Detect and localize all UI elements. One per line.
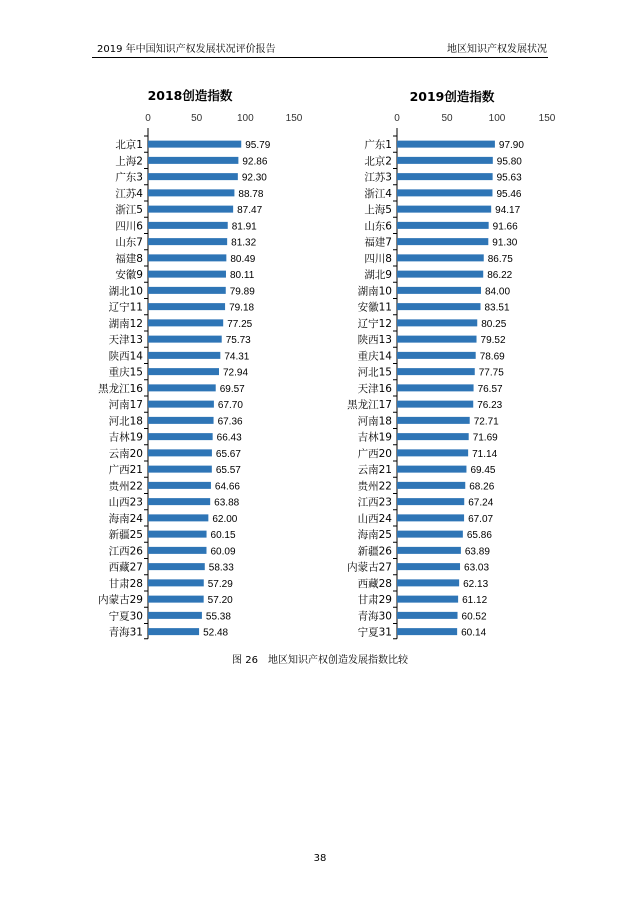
value-label: 60.14 bbox=[461, 627, 487, 639]
value-label: 57.29 bbox=[207, 578, 233, 590]
bar bbox=[148, 303, 225, 310]
bar bbox=[148, 352, 220, 359]
bar bbox=[397, 449, 468, 456]
x-tick-label: 150 bbox=[538, 113, 556, 124]
value-label: 60.09 bbox=[210, 546, 236, 558]
value-label: 86.22 bbox=[487, 270, 513, 282]
x-tick-label: 0 bbox=[394, 113, 400, 124]
bar bbox=[397, 579, 459, 586]
value-label: 68.26 bbox=[469, 481, 495, 493]
chart-title: 2019创造指数 bbox=[409, 89, 495, 104]
bar bbox=[148, 271, 226, 278]
value-label: 64.66 bbox=[214, 481, 240, 493]
value-label: 62.00 bbox=[212, 513, 238, 525]
bar bbox=[397, 238, 488, 245]
category-label: 新疆26 bbox=[357, 545, 392, 558]
category-label: 河南17 bbox=[108, 399, 143, 412]
category-label: 福建8 bbox=[115, 252, 143, 265]
category-label: 上海2 bbox=[115, 155, 143, 168]
category-label: 新疆25 bbox=[108, 529, 143, 542]
value-label: 79.89 bbox=[229, 286, 255, 298]
bar bbox=[148, 482, 211, 489]
category-label: 安徽9 bbox=[115, 269, 143, 282]
bar bbox=[397, 417, 470, 424]
category-label: 天津16 bbox=[357, 382, 392, 395]
bar bbox=[397, 401, 473, 408]
bar bbox=[148, 417, 214, 424]
value-label: 69.45 bbox=[470, 465, 496, 477]
category-label: 山东7 bbox=[115, 236, 143, 249]
category-label: 四川6 bbox=[115, 220, 143, 233]
bar bbox=[397, 336, 477, 343]
bar bbox=[148, 466, 212, 473]
category-label: 陕西13 bbox=[357, 334, 392, 347]
bar bbox=[397, 466, 466, 473]
category-label: 西藏28 bbox=[357, 577, 392, 590]
bar bbox=[397, 173, 493, 180]
bar bbox=[397, 531, 463, 538]
bar bbox=[397, 352, 476, 359]
category-label: 上海5 bbox=[364, 204, 392, 217]
value-label: 76.57 bbox=[477, 383, 503, 395]
bar bbox=[397, 514, 464, 521]
value-label: 86.75 bbox=[487, 253, 513, 265]
category-label: 陕西14 bbox=[108, 350, 143, 363]
category-label: 湖南10 bbox=[357, 285, 392, 298]
value-label: 75.73 bbox=[225, 335, 251, 347]
bar bbox=[148, 157, 238, 164]
category-label: 湖北9 bbox=[364, 269, 392, 282]
category-label: 广东3 bbox=[115, 171, 143, 184]
bar bbox=[148, 449, 212, 456]
category-label: 贵州22 bbox=[108, 480, 143, 493]
bar bbox=[148, 596, 204, 603]
bar bbox=[148, 141, 241, 148]
bar bbox=[397, 206, 491, 213]
category-label: 北京1 bbox=[115, 139, 143, 152]
bar bbox=[148, 563, 205, 570]
x-tick-label: 100 bbox=[488, 113, 506, 124]
bar bbox=[148, 384, 216, 391]
category-label: 吉林19 bbox=[108, 431, 143, 444]
value-label: 63.88 bbox=[214, 497, 240, 509]
value-label: 79.18 bbox=[229, 302, 255, 314]
category-label: 四川8 bbox=[364, 252, 392, 265]
value-label: 58.33 bbox=[208, 562, 234, 574]
bar bbox=[148, 531, 207, 538]
value-label: 76.23 bbox=[477, 400, 503, 412]
value-label: 67.70 bbox=[217, 400, 243, 412]
value-label: 67.07 bbox=[468, 513, 494, 525]
bar bbox=[148, 514, 208, 521]
value-label: 71.14 bbox=[472, 448, 498, 460]
category-label: 安徽11 bbox=[357, 301, 392, 314]
category-label: 云南21 bbox=[357, 464, 392, 477]
value-label: 83.51 bbox=[484, 302, 510, 314]
x-tick-label: 50 bbox=[441, 113, 453, 124]
bar bbox=[148, 628, 199, 635]
value-label: 55.38 bbox=[205, 611, 231, 623]
bar bbox=[148, 579, 204, 586]
category-label: 广西21 bbox=[108, 464, 143, 477]
category-label: 内蒙古29 bbox=[98, 594, 143, 607]
bar bbox=[397, 612, 458, 619]
bar bbox=[148, 612, 202, 619]
x-tick-label: 0 bbox=[145, 113, 151, 124]
bar bbox=[397, 596, 458, 603]
bar bbox=[148, 319, 223, 326]
bar bbox=[148, 173, 238, 180]
value-label: 63.03 bbox=[464, 562, 490, 574]
value-label: 57.20 bbox=[207, 595, 233, 607]
bar bbox=[148, 433, 213, 440]
value-label: 87.47 bbox=[237, 205, 263, 217]
value-label: 79.52 bbox=[480, 335, 506, 347]
bar bbox=[148, 206, 233, 213]
value-label: 77.75 bbox=[478, 367, 504, 379]
category-label: 宁夏31 bbox=[357, 626, 392, 639]
value-label: 60.52 bbox=[461, 611, 487, 623]
bar bbox=[397, 141, 495, 148]
bar bbox=[397, 303, 481, 310]
bar bbox=[397, 482, 465, 489]
value-label: 72.71 bbox=[473, 416, 499, 428]
bar bbox=[148, 254, 226, 261]
value-label: 81.32 bbox=[231, 237, 257, 249]
category-label: 甘肃29 bbox=[357, 594, 392, 607]
value-label: 97.90 bbox=[498, 140, 524, 152]
page-number: 38 bbox=[313, 853, 327, 864]
value-label: 84.00 bbox=[485, 286, 511, 298]
value-label: 95.46 bbox=[496, 188, 522, 200]
category-label: 辽宁11 bbox=[108, 301, 143, 314]
bar bbox=[148, 336, 222, 343]
bar bbox=[397, 254, 484, 261]
value-label: 63.89 bbox=[464, 546, 490, 558]
category-label: 河南18 bbox=[357, 415, 392, 428]
category-label: 浙江5 bbox=[115, 204, 143, 217]
value-label: 67.36 bbox=[217, 416, 243, 428]
value-label: 72.94 bbox=[222, 367, 249, 379]
value-label: 74.31 bbox=[224, 351, 250, 363]
bar bbox=[397, 547, 461, 554]
category-label: 河北15 bbox=[357, 366, 392, 379]
bar bbox=[397, 157, 493, 164]
bar bbox=[397, 319, 477, 326]
category-label: 吉林19 bbox=[357, 431, 392, 444]
figure-caption: 图 26 地区知识产权创造发展指数比较 bbox=[232, 655, 408, 666]
value-label: 95.80 bbox=[496, 156, 522, 168]
category-label: 青海30 bbox=[357, 610, 392, 623]
bar bbox=[397, 271, 483, 278]
category-label: 广西20 bbox=[357, 447, 392, 460]
bar bbox=[397, 384, 474, 391]
value-label: 95.79 bbox=[245, 140, 271, 152]
bar bbox=[148, 287, 226, 294]
bar bbox=[397, 222, 489, 229]
category-label: 山西23 bbox=[108, 496, 143, 509]
report-header-title: 2019 年中国知识产权发展状况评价报告 bbox=[97, 44, 276, 55]
category-label: 云南20 bbox=[108, 447, 143, 460]
value-label: 81.91 bbox=[231, 221, 257, 233]
value-label: 66.43 bbox=[216, 432, 242, 444]
value-label: 60.15 bbox=[210, 530, 236, 542]
bar bbox=[148, 498, 210, 505]
value-label: 78.69 bbox=[479, 351, 505, 363]
bar bbox=[148, 189, 234, 196]
value-label: 65.57 bbox=[215, 465, 241, 477]
bar bbox=[148, 368, 219, 375]
value-label: 92.86 bbox=[242, 156, 268, 168]
value-label: 92.30 bbox=[241, 172, 267, 184]
section-header-title: 地区知识产权发展状况 bbox=[447, 44, 547, 55]
value-label: 69.57 bbox=[219, 383, 245, 395]
category-label: 山西24 bbox=[357, 512, 392, 525]
value-label: 95.63 bbox=[496, 172, 522, 184]
value-label: 52.48 bbox=[203, 627, 229, 639]
category-label: 湖北10 bbox=[108, 285, 143, 298]
category-label: 辽宁12 bbox=[357, 317, 392, 330]
category-label: 贵州22 bbox=[357, 480, 392, 493]
value-label: 91.30 bbox=[492, 237, 518, 249]
bar bbox=[148, 401, 214, 408]
category-label: 海南25 bbox=[357, 529, 392, 542]
bar bbox=[397, 287, 481, 294]
value-label: 80.11 bbox=[229, 270, 255, 282]
category-label: 内蒙古27 bbox=[347, 561, 392, 574]
category-label: 重庆14 bbox=[357, 350, 392, 363]
bar bbox=[148, 238, 227, 245]
value-label: 80.49 bbox=[230, 253, 256, 265]
x-tick-label: 100 bbox=[236, 113, 254, 124]
value-label: 65.86 bbox=[466, 530, 492, 542]
category-label: 江西26 bbox=[108, 545, 143, 558]
value-label: 94.17 bbox=[495, 205, 521, 217]
category-label: 北京2 bbox=[364, 155, 392, 168]
value-label: 61.12 bbox=[462, 595, 488, 607]
value-label: 77.25 bbox=[227, 318, 253, 330]
value-label: 71.69 bbox=[472, 432, 498, 444]
category-label: 广东1 bbox=[364, 139, 392, 152]
category-label: 江西23 bbox=[357, 496, 392, 509]
value-label: 62.13 bbox=[463, 578, 489, 590]
category-label: 重庆15 bbox=[108, 366, 143, 379]
bar bbox=[397, 433, 469, 440]
category-label: 甘肃28 bbox=[108, 577, 143, 590]
category-label: 青海31 bbox=[108, 626, 143, 639]
x-tick-label: 150 bbox=[285, 113, 303, 124]
value-label: 65.67 bbox=[215, 448, 241, 460]
x-tick-label: 50 bbox=[191, 113, 203, 124]
bar bbox=[148, 547, 206, 554]
bar bbox=[397, 189, 492, 196]
category-label: 河北18 bbox=[108, 415, 143, 428]
category-label: 山东6 bbox=[364, 220, 392, 233]
category-label: 黑龙江16 bbox=[98, 382, 143, 395]
value-label: 67.24 bbox=[468, 497, 494, 509]
bar bbox=[148, 222, 228, 229]
bar bbox=[397, 563, 460, 570]
category-label: 湖南12 bbox=[108, 317, 143, 330]
chart-title: 2018创造指数 bbox=[147, 88, 233, 103]
category-label: 西藏27 bbox=[108, 561, 143, 574]
category-label: 江苏3 bbox=[364, 171, 392, 184]
bar bbox=[397, 368, 475, 375]
category-label: 海南24 bbox=[108, 512, 143, 525]
value-label: 88.78 bbox=[238, 188, 264, 200]
value-label: 80.25 bbox=[481, 318, 507, 330]
value-label: 91.66 bbox=[492, 221, 518, 233]
bar bbox=[397, 628, 457, 635]
category-label: 天津13 bbox=[108, 334, 143, 347]
category-label: 浙江4 bbox=[364, 187, 392, 200]
category-label: 江苏4 bbox=[115, 187, 143, 200]
category-label: 黑龙江17 bbox=[347, 399, 392, 412]
category-label: 宁夏30 bbox=[108, 610, 143, 623]
bar bbox=[397, 498, 464, 505]
category-label: 福建7 bbox=[364, 236, 392, 249]
